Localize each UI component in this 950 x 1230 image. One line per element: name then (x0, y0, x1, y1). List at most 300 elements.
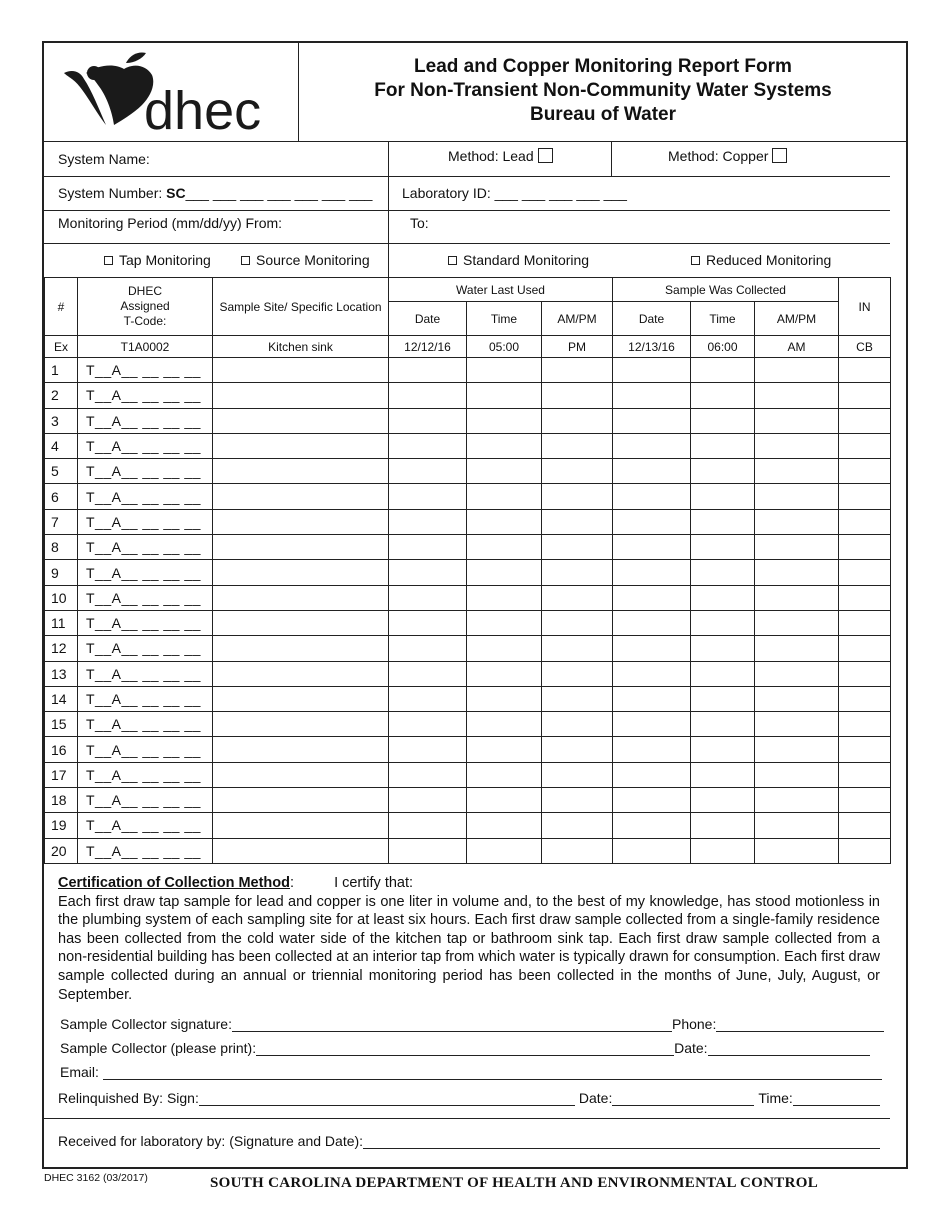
entry-cell[interactable] (389, 585, 467, 610)
entry-cell[interactable] (755, 585, 839, 610)
table-row (45, 737, 891, 762)
entry-cell[interactable] (755, 408, 839, 433)
entry-cell[interactable] (213, 509, 389, 534)
collector-print-field[interactable] (256, 1041, 674, 1056)
entry-cell[interactable] (613, 408, 691, 433)
entry-cell[interactable] (691, 433, 755, 458)
entry-cell[interactable] (691, 737, 755, 762)
relinquished-line (58, 1090, 880, 1106)
row-number: 14 (45, 686, 78, 711)
entry-cell[interactable] (755, 838, 839, 863)
entry-cell[interactable] (542, 459, 613, 484)
col-site-header: Sample Site/ Specific Location (213, 278, 389, 336)
entry-cell[interactable] (467, 383, 542, 408)
col-in-header: IN (839, 278, 891, 336)
entry-cell[interactable] (755, 813, 839, 838)
entry-cell[interactable] (213, 433, 389, 458)
entry-cell[interactable] (613, 433, 691, 458)
monitoring-period-to[interactable]: To: (410, 214, 429, 231)
example-cell: PM (542, 336, 613, 358)
entry-cell[interactable] (755, 788, 839, 813)
row-number: 16 (45, 737, 78, 762)
table-row (45, 433, 891, 458)
tcode-field[interactable]: T__A__ __ __ __ (78, 383, 213, 408)
table-row (45, 762, 891, 787)
entry-cell[interactable] (839, 636, 891, 661)
entry-cell[interactable] (389, 358, 467, 383)
sample-rows (45, 358, 891, 864)
entry-cell[interactable] (542, 408, 613, 433)
certification-intro: I certify that: (334, 875, 414, 891)
entry-cell[interactable] (389, 838, 467, 863)
example-cell: Kitchen sink (213, 336, 389, 358)
entry-cell[interactable] (389, 383, 467, 408)
entry-cell[interactable] (542, 358, 613, 383)
entry-cell[interactable] (467, 433, 542, 458)
sample-table (44, 277, 891, 864)
row-number: 19 (45, 813, 78, 838)
entry-cell[interactable] (839, 788, 891, 813)
entry-cell[interactable] (691, 636, 755, 661)
entry-cell[interactable] (213, 383, 389, 408)
email-label: Email: (60, 1064, 99, 1080)
example-cell: AM (755, 336, 839, 358)
logo-box (44, 43, 299, 141)
tcode-field[interactable]: T__A__ __ __ __ (78, 788, 213, 813)
entry-cell[interactable] (542, 762, 613, 787)
entry-cell[interactable] (213, 484, 389, 509)
reduced-monitoring-option[interactable] (691, 243, 831, 277)
tcode-field[interactable]: T__A__ __ __ __ (78, 661, 213, 686)
entry-cell[interactable] (213, 408, 389, 433)
entry-cell[interactable] (691, 560, 755, 585)
table-row (45, 585, 891, 610)
table-row (45, 535, 891, 560)
tcode-field[interactable]: T__A__ __ __ __ (78, 813, 213, 838)
entry-cell[interactable] (467, 535, 542, 560)
date-field[interactable] (708, 1041, 870, 1056)
row-monitoring-types (44, 243, 890, 278)
example-cell: T1A0002 (78, 336, 213, 358)
entry-cell[interactable] (613, 661, 691, 686)
tcode-field[interactable]: T__A__ __ __ __ (78, 610, 213, 635)
entry-cell[interactable] (542, 813, 613, 838)
entry-cell[interactable] (213, 762, 389, 787)
entry-cell[interactable] (542, 560, 613, 585)
received-label: Received for laboratory by: (Signature and Date): (58, 1133, 364, 1149)
source-monitoring-label: Source Monitoring (256, 252, 370, 268)
entry-cell[interactable] (613, 585, 691, 610)
email-field[interactable] (103, 1065, 882, 1080)
entry-cell[interactable] (691, 788, 755, 813)
entry-cell[interactable] (467, 509, 542, 534)
entry-cell[interactable] (839, 686, 891, 711)
entry-cell[interactable] (613, 509, 691, 534)
row-number: 17 (45, 762, 78, 787)
tcode-field[interactable]: T__A__ __ __ __ (78, 762, 213, 787)
tcode-field[interactable]: T__A__ __ __ __ (78, 712, 213, 737)
standard-monitoring-checkbox[interactable] (448, 256, 457, 265)
entry-cell[interactable] (839, 484, 891, 509)
example-cell: 06:00 (691, 336, 755, 358)
entry-cell[interactable] (467, 610, 542, 635)
tcode-field[interactable]: T__A__ __ __ __ (78, 636, 213, 661)
entry-cell[interactable] (691, 813, 755, 838)
entry-cell[interactable] (389, 408, 467, 433)
entry-cell[interactable] (755, 383, 839, 408)
entry-cell[interactable] (467, 408, 542, 433)
entry-cell[interactable] (213, 661, 389, 686)
monitoring-period-from[interactable]: Monitoring Period (mm/dd/yy) From: (58, 214, 283, 231)
entry-cell[interactable] (389, 433, 467, 458)
date-label: Date: (674, 1040, 708, 1056)
entry-cell[interactable] (467, 358, 542, 383)
entry-cell[interactable] (613, 737, 691, 762)
tcode-field[interactable]: T__A__ __ __ __ (78, 585, 213, 610)
entry-cell[interactable] (613, 813, 691, 838)
entry-cell[interactable] (213, 813, 389, 838)
entry-cell[interactable] (755, 762, 839, 787)
entry-cell[interactable] (467, 788, 542, 813)
entry-cell[interactable] (839, 712, 891, 737)
entry-cell[interactable] (467, 712, 542, 737)
entry-cell[interactable] (839, 459, 891, 484)
entry-cell[interactable] (839, 433, 891, 458)
entry-cell[interactable] (467, 636, 542, 661)
form-header (44, 43, 906, 142)
example-cell: 12/12/16 (389, 336, 467, 358)
table-row (45, 686, 891, 711)
entry-cell[interactable] (389, 459, 467, 484)
entry-cell[interactable] (467, 560, 542, 585)
entry-cell[interactable] (755, 509, 839, 534)
system-number-blanks: ___ ___ ___ ___ ___ ___ ___ (185, 185, 373, 201)
entry-cell[interactable] (613, 712, 691, 737)
title-line-2: For Non-Transient Non-Community Water Systems (374, 80, 832, 101)
method-copper[interactable] (668, 138, 787, 173)
entry-cell[interactable] (213, 459, 389, 484)
entry-cell[interactable] (839, 509, 891, 534)
row-number: 3 (45, 408, 78, 433)
entry-cell[interactable] (613, 686, 691, 711)
entry-cell[interactable] (839, 535, 891, 560)
entry-cell[interactable] (755, 459, 839, 484)
row-system-name (44, 141, 890, 177)
row-number: 1 (45, 358, 78, 383)
phone-field[interactable] (716, 1017, 884, 1032)
col-number-header: # (45, 278, 78, 336)
entry-cell[interactable] (613, 459, 691, 484)
entry-cell[interactable] (839, 610, 891, 635)
reduced-monitoring-checkbox[interactable] (691, 256, 700, 265)
reduced-monitoring-label: Reduced Monitoring (706, 252, 832, 268)
entry-cell[interactable] (691, 712, 755, 737)
entry-cell[interactable] (542, 788, 613, 813)
tap-monitoring-option[interactable] (104, 243, 211, 277)
entry-cell[interactable] (691, 838, 755, 863)
entry-cell[interactable] (755, 358, 839, 383)
entry-cell[interactable] (542, 737, 613, 762)
lead-checkbox[interactable] (538, 148, 553, 163)
entry-cell[interactable] (467, 459, 542, 484)
entry-cell[interactable] (213, 686, 389, 711)
divider (44, 1118, 890, 1119)
col-tcode-header: DHEC Assigned T-Code: (78, 278, 213, 336)
table-row (45, 838, 891, 863)
entry-cell[interactable] (755, 484, 839, 509)
tcode-field[interactable]: T__A__ __ __ __ (78, 509, 213, 534)
entry-cell[interactable] (755, 712, 839, 737)
system-name-label[interactable]: System Name: (58, 150, 150, 167)
entry-cell[interactable] (613, 484, 691, 509)
entry-cell[interactable] (839, 408, 891, 433)
entry-cell[interactable] (467, 813, 542, 838)
collector-print-line (60, 1040, 870, 1056)
table-row (45, 459, 891, 484)
entry-cell[interactable] (613, 358, 691, 383)
entry-cell[interactable] (839, 813, 891, 838)
received-line (58, 1133, 880, 1149)
table-row (45, 408, 891, 433)
entry-cell[interactable] (691, 610, 755, 635)
entry-cell[interactable] (755, 610, 839, 635)
sample-collected-header: Sample Was Collected (613, 278, 839, 302)
entry-cell[interactable] (691, 686, 755, 711)
entry-cell[interactable] (542, 686, 613, 711)
entry-cell[interactable] (613, 383, 691, 408)
entry-cell[interactable] (389, 737, 467, 762)
entry-cell[interactable] (213, 737, 389, 762)
entry-cell[interactable] (613, 610, 691, 635)
entry-cell[interactable] (839, 762, 891, 787)
entry-cell[interactable] (213, 838, 389, 863)
entry-cell[interactable] (691, 358, 755, 383)
laboratory-id-field[interactable]: Laboratory ID: ___ ___ ___ ___ ___ (402, 185, 627, 201)
collector-signature-field[interactable] (232, 1017, 672, 1032)
entry-cell[interactable] (542, 661, 613, 686)
received-field[interactable] (363, 1134, 880, 1149)
relinquished-date-field[interactable] (612, 1091, 754, 1106)
entry-cell[interactable] (691, 383, 755, 408)
collected-ampm-header: AM/PM (755, 302, 839, 336)
entry-cell[interactable] (467, 686, 542, 711)
method-lead[interactable] (448, 138, 553, 173)
entry-cell[interactable] (467, 484, 542, 509)
tap-monitoring-checkbox[interactable] (104, 256, 113, 265)
tcode-field[interactable]: T__A__ __ __ __ (78, 535, 213, 560)
entry-cell[interactable] (542, 484, 613, 509)
relinquished-date-label: Date: (578, 1090, 613, 1106)
tcode-field[interactable]: T__A__ __ __ __ (78, 484, 213, 509)
example-cell: Ex (45, 336, 78, 358)
tcode-field[interactable]: T__A__ __ __ __ (78, 408, 213, 433)
entry-cell[interactable] (542, 712, 613, 737)
tcode-field[interactable]: T__A__ __ __ __ (78, 560, 213, 585)
system-number-field[interactable] (58, 176, 372, 210)
email-line (60, 1064, 882, 1080)
row-number: 4 (45, 433, 78, 458)
entry-cell[interactable] (839, 838, 891, 863)
tcode-field[interactable]: T__A__ __ __ __ (78, 737, 213, 762)
water-last-used-header: Water Last Used (389, 278, 613, 302)
entry-cell[interactable] (691, 408, 755, 433)
entry-cell[interactable] (389, 484, 467, 509)
relinquished-time-label: Time: (758, 1090, 793, 1106)
table-row (45, 712, 891, 737)
example-cell: 05:00 (467, 336, 542, 358)
tap-monitoring-label: Tap Monitoring (119, 252, 211, 268)
form-title (300, 55, 906, 127)
table-row (45, 560, 891, 585)
relinquished-time-field[interactable] (793, 1091, 880, 1106)
row-number: 6 (45, 484, 78, 509)
entry-cell[interactable] (542, 509, 613, 534)
phone-label: Phone: (671, 1016, 717, 1032)
row-number: 8 (45, 535, 78, 560)
entry-cell[interactable] (613, 560, 691, 585)
title-line-1: Lead and Copper Monitoring Report Form (414, 56, 792, 77)
row-number: 15 (45, 712, 78, 737)
entry-cell[interactable] (613, 636, 691, 661)
certification-body: Each first draw tap sample for lead and copper is one liter in volume and, to the best of my knowledge, has stood motionless in the plumbing system of each sampling site for at least six hours. Each first draw sample collected from a single-family residence has been collected from the cold water side of the kitchen tap or bathroom sink tap. Each first draw sample collected from a non-residential building has been collected at an interior tap from which water is typically drawn for consumption. Each first draw sample collected during an annual or triennial monitoring period has been collected in the months of June, July, August, or September. (58, 893, 880, 1003)
entry-cell[interactable] (389, 762, 467, 787)
table-row (45, 661, 891, 686)
table-row (45, 484, 891, 509)
entry-cell[interactable] (691, 762, 755, 787)
entry-cell[interactable] (467, 762, 542, 787)
entry-cell[interactable] (691, 585, 755, 610)
row-number: 12 (45, 636, 78, 661)
entry-cell[interactable] (467, 585, 542, 610)
entry-cell[interactable] (389, 788, 467, 813)
collector-print-label: Sample Collector (please print): (60, 1040, 257, 1056)
source-monitoring-option[interactable] (241, 243, 370, 277)
entry-cell[interactable] (542, 610, 613, 635)
entry-cell[interactable] (691, 509, 755, 534)
entry-cell[interactable] (691, 484, 755, 509)
entry-cell[interactable] (755, 433, 839, 458)
table-row (45, 610, 891, 635)
entry-cell[interactable] (389, 560, 467, 585)
entry-cell[interactable] (755, 661, 839, 686)
entry-cell[interactable] (691, 459, 755, 484)
entry-cell[interactable] (755, 560, 839, 585)
entry-cell[interactable] (542, 535, 613, 560)
entry-cell[interactable] (542, 433, 613, 458)
tcode-field[interactable]: T__A__ __ __ __ (78, 686, 213, 711)
title-line-3: Bureau of Water (529, 104, 677, 125)
entry-cell[interactable] (613, 535, 691, 560)
entry-cell[interactable] (613, 838, 691, 863)
entry-cell[interactable] (213, 535, 389, 560)
table-row (45, 788, 891, 813)
tcode-field[interactable]: T__A__ __ __ __ (78, 358, 213, 383)
collector-signature-label: Sample Collector signature: (60, 1016, 232, 1032)
department-name: SOUTH CAROLINA DEPARTMENT OF HEALTH AND ENVIRONMENTAL CONTROL (210, 1175, 818, 1191)
entry-cell[interactable] (542, 383, 613, 408)
form-code: DHEC 3162 (03/2017) (44, 1172, 148, 1184)
entry-cell[interactable] (691, 535, 755, 560)
source-monitoring-checkbox[interactable] (241, 256, 250, 265)
row-number: 5 (45, 459, 78, 484)
tcode-field[interactable]: T__A__ __ __ __ (78, 838, 213, 863)
certification-section (58, 874, 880, 1004)
entry-cell[interactable] (542, 636, 613, 661)
entry-cell[interactable] (755, 636, 839, 661)
entry-cell[interactable] (691, 661, 755, 686)
entry-cell[interactable] (213, 585, 389, 610)
entry-cell[interactable] (213, 636, 389, 661)
method-lead-label: Method: Lead (448, 147, 534, 164)
standard-monitoring-option[interactable] (448, 243, 589, 277)
entry-cell[interactable] (467, 838, 542, 863)
collected-time-header: Time (691, 302, 755, 336)
entry-cell[interactable] (213, 788, 389, 813)
entry-cell[interactable] (755, 737, 839, 762)
tcode-field[interactable]: T__A__ __ __ __ (78, 433, 213, 458)
table-row (45, 358, 891, 383)
example-row (45, 336, 891, 358)
relinquished-signature-field[interactable] (199, 1091, 575, 1106)
last-used-ampm-header: AM/PM (542, 302, 613, 336)
table-row (45, 636, 891, 661)
tcode-field[interactable]: T__A__ __ __ __ (78, 459, 213, 484)
table-row (45, 383, 891, 408)
entry-cell[interactable] (389, 610, 467, 635)
row-number: 13 (45, 661, 78, 686)
entry-cell[interactable] (839, 737, 891, 762)
entry-cell[interactable] (839, 560, 891, 585)
entry-cell[interactable] (213, 358, 389, 383)
entry-cell[interactable] (839, 358, 891, 383)
entry-cell[interactable] (542, 838, 613, 863)
row-monitoring-period (44, 210, 890, 244)
entry-cell[interactable] (213, 712, 389, 737)
entry-cell[interactable] (389, 535, 467, 560)
example-cell: CB (839, 336, 891, 358)
entry-cell[interactable] (839, 383, 891, 408)
entry-cell[interactable] (613, 788, 691, 813)
entry-cell[interactable] (467, 737, 542, 762)
entry-cell[interactable] (542, 585, 613, 610)
certification-colon: : (290, 875, 295, 891)
entry-cell[interactable] (213, 560, 389, 585)
last-used-date-header: Date (389, 302, 467, 336)
entry-cell[interactable] (755, 535, 839, 560)
entry-cell[interactable] (839, 585, 891, 610)
system-number-label: System Number: (58, 185, 163, 201)
entry-cell[interactable] (389, 636, 467, 661)
method-copper-label: Method: Copper (668, 147, 769, 164)
table-header-row (45, 278, 891, 302)
entry-cell[interactable] (389, 509, 467, 534)
entry-cell[interactable] (389, 813, 467, 838)
entry-cell[interactable] (389, 686, 467, 711)
last-used-time-header: Time (467, 302, 542, 336)
entry-cell[interactable] (389, 712, 467, 737)
entry-cell[interactable] (613, 762, 691, 787)
entry-cell[interactable] (755, 686, 839, 711)
entry-cell[interactable] (213, 610, 389, 635)
entry-cell[interactable] (467, 661, 542, 686)
certification-heading: Certification of Collection Method (58, 875, 290, 891)
row-number: 11 (45, 610, 78, 635)
table-row (45, 509, 891, 534)
entry-cell[interactable] (839, 661, 891, 686)
copper-checkbox[interactable] (772, 148, 787, 163)
table-row (45, 813, 891, 838)
entry-cell[interactable] (389, 661, 467, 686)
